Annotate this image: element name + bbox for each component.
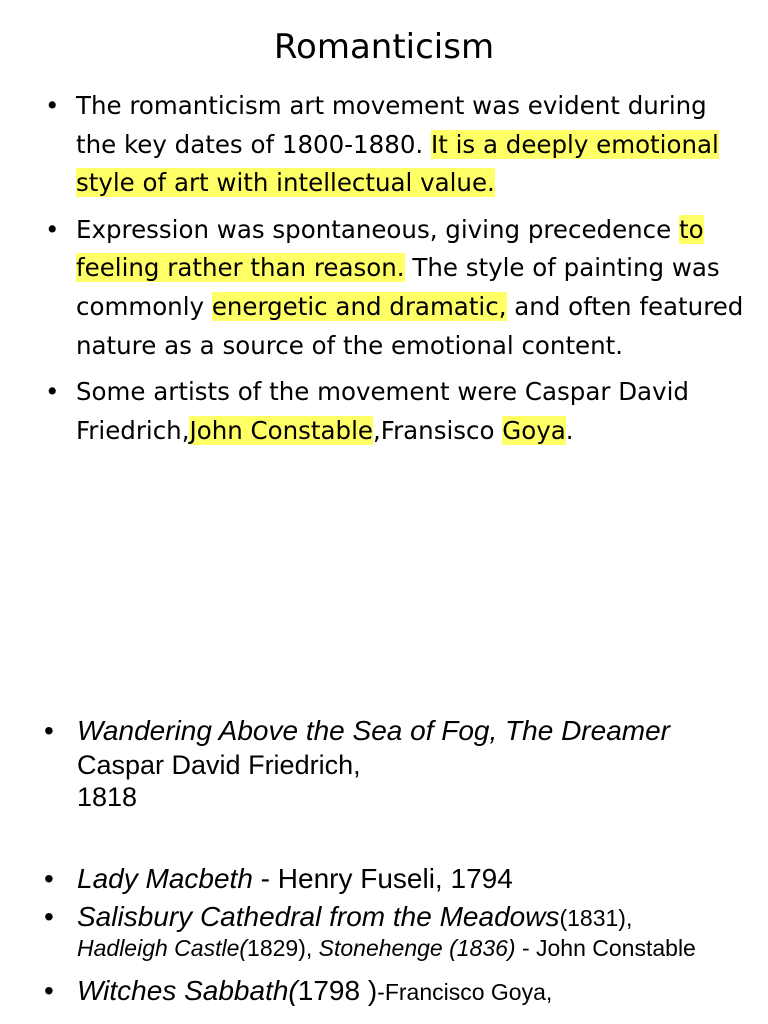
bullet-marker: • xyxy=(44,715,54,746)
highlighted-text: energetic and dramatic, xyxy=(211,291,507,321)
highlighted-text: to feeling rather than reason. xyxy=(76,214,704,283)
artwork-details: - Henry Fuseli, 1794 xyxy=(252,863,513,894)
highlighted-text: Goya xyxy=(502,415,566,445)
bullet-text: ,Fransisco xyxy=(372,415,503,445)
bullet-marker: • xyxy=(44,901,54,932)
bullet-text: and often featured nature as a source of the emotional content. xyxy=(76,291,744,360)
bullet-item-expression xyxy=(0,211,768,365)
bullet-item-artists xyxy=(0,373,768,450)
artwork-artist: - John Constable xyxy=(515,935,696,961)
artwork-title: Hadleigh Castle( xyxy=(77,935,248,961)
artwork-year: 1818 xyxy=(77,782,138,812)
artwork-item-witches xyxy=(0,972,768,1009)
bullet-marker: • xyxy=(45,214,60,244)
artwork-title: Wandering Above the Sea of Fog, The Dreamer xyxy=(77,715,670,746)
upper-bullet-list xyxy=(0,87,768,458)
artwork-title: Stonehenge (1836) xyxy=(318,935,516,961)
highlighted-text: It is a deeply emotional style of art with intellectual value. xyxy=(76,129,719,198)
bullet-item-dates xyxy=(0,87,768,203)
artwork-item-fog xyxy=(0,712,768,860)
artwork-year: (1831), xyxy=(559,905,633,931)
artwork-title: Lady Macbeth xyxy=(77,863,253,894)
bullet-text: Expression was spontaneous, giving precedence xyxy=(76,214,680,244)
artwork-title: Witches Sabbath( xyxy=(77,975,298,1006)
bullet-marker: • xyxy=(44,975,54,1006)
artwork-year: 1798 ) xyxy=(297,975,378,1006)
bullet-text: The style of painting was commonly xyxy=(76,253,720,321)
artwork-artist: -Francisco Goya, xyxy=(377,979,553,1005)
highlighted-text: John Constable xyxy=(189,415,373,445)
artwork-artist: Caspar David Friedrich, xyxy=(77,750,361,780)
artwork-title: Salisbury Cathedral from the Meadows xyxy=(77,901,560,932)
bullet-text: The romanticism art movement was evident during the key dates of 1800-1880. xyxy=(76,91,707,159)
slide-title: Romanticism xyxy=(273,27,495,67)
bullet-marker: • xyxy=(45,377,60,407)
bullet-marker: • xyxy=(44,863,54,894)
artwork-year: 1829), xyxy=(247,935,319,961)
artwork-list xyxy=(0,712,768,1009)
bullet-text: . xyxy=(565,415,574,445)
artwork-item-macbeth xyxy=(0,860,768,898)
bullet-marker: • xyxy=(45,91,60,120)
artwork-item-salisbury xyxy=(0,898,768,962)
bullet-text: Some artists of the movement were Caspar David Friedrich, xyxy=(76,377,689,445)
